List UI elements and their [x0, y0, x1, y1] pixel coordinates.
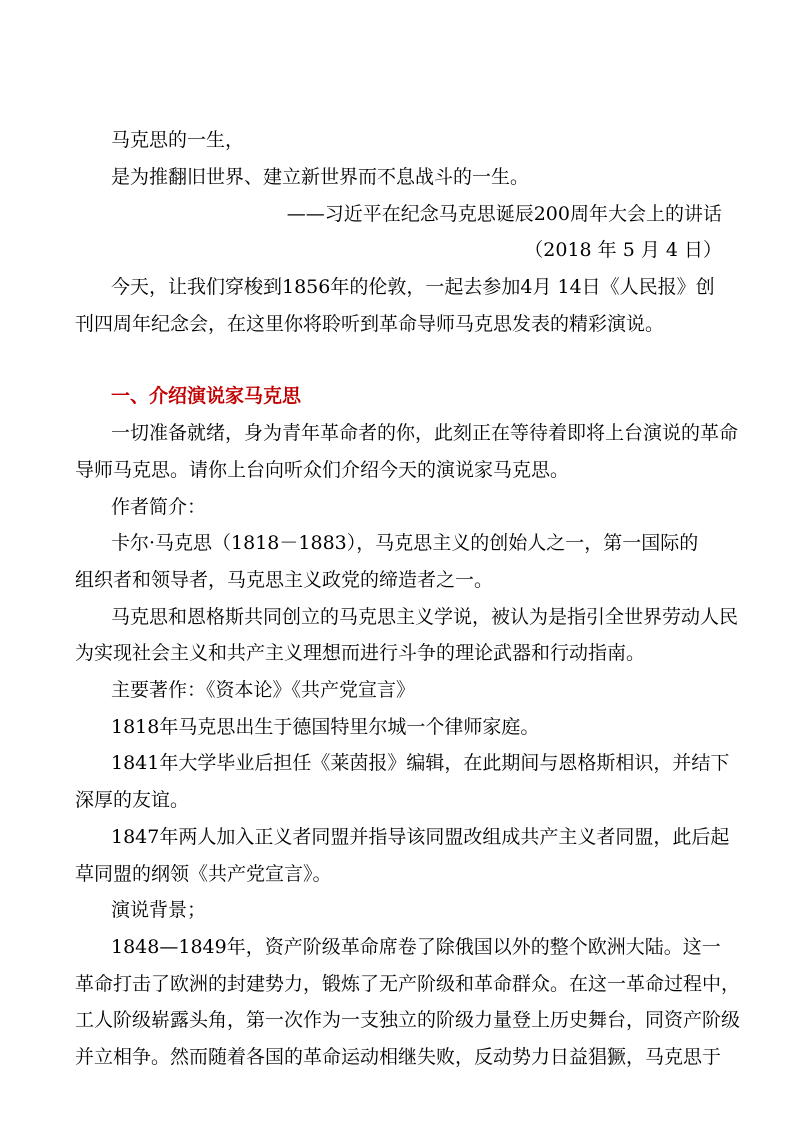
bio-1818: 1818年马克思出生于德国特里尔城一个律师家庭。	[111, 716, 540, 738]
bio-1841-line-1: 1841年大学毕业后担任《莱茵报》编辑，在此期间与恩格斯相识，并结下	[111, 752, 730, 774]
quote-line-2: 是为推翻旧世界、建立新世界而不息战斗的一生。	[111, 166, 530, 188]
background-line-4: 并立相争。然而随着各国的革命运动相继失败，反动势力日益猖獗，马克思于	[75, 1046, 722, 1068]
author-bio-line-1: 卡尔·马克思（1818－1883），马克思主义的创始人之一，第一国际的	[111, 532, 699, 554]
paragraph-3-line-2: 为实现社会主义和共产主义理想而进行斗争的理论武器和行动指南。	[75, 642, 646, 664]
bio-1841-line-2: 深厚的友谊。	[75, 789, 190, 811]
quote-line-1: 马克思的一生，	[111, 129, 245, 151]
paragraph-1-line-1: 一切准备就绪，身为青年革命者的你，此刻正在等待着即将上台演说的革命	[111, 422, 739, 444]
intro-line-1: 今天，让我们穿梭到1856年的伦敦，一起去参加4月 14日《人民报》创	[111, 276, 715, 298]
quote-attribution: ——习近平在纪念马克思诞辰200周年大会上的讲话	[286, 203, 722, 225]
background-line-2: 革命打击了欧洲的封建势力，锻炼了无产阶级和革命群众。在这一革命过程中，	[75, 973, 741, 995]
major-works: 主要著作：《资本论》《共产党宣言》	[111, 679, 416, 701]
quote-date: （2018 年 5 月 4 日）	[524, 239, 722, 261]
bio-1847-line-2: 草同盟的纲领《共产党宣言》。	[75, 863, 332, 885]
author-bio-line-2: 组织者和领导者，马克思主义政党的缔造者之一。	[75, 569, 494, 591]
intro-line-2: 刊四周年纪念会，在这里你将聆听到革命导师马克思发表的精彩演说。	[75, 313, 665, 335]
background-label: 演说背景；	[111, 899, 207, 921]
author-label: 作者简介：	[111, 496, 207, 518]
bio-1847-line-1: 1847年两人加入正义者同盟并指导该同盟改组成共产主义者同盟，此后起	[111, 826, 730, 848]
paragraph-3-line-1: 马克思和恩格斯共同创立的马克思主义学说，被认为是指引全世界劳动人民	[111, 606, 739, 628]
paragraph-1-line-2: 导师马克思。请你上台向听众们介绍今天的演说家马克思。	[75, 459, 570, 481]
background-line-3: 工人阶级崭露头角，第一次作为一支独立的阶级力量登上历史舞台，同资产阶级	[75, 1009, 741, 1031]
background-line-1: 1848—1849年，资产阶级革命席卷了除俄国以外的整个欧洲大陆。这一	[111, 936, 721, 958]
section-heading: 一、介绍演说家马克思	[111, 385, 302, 407]
